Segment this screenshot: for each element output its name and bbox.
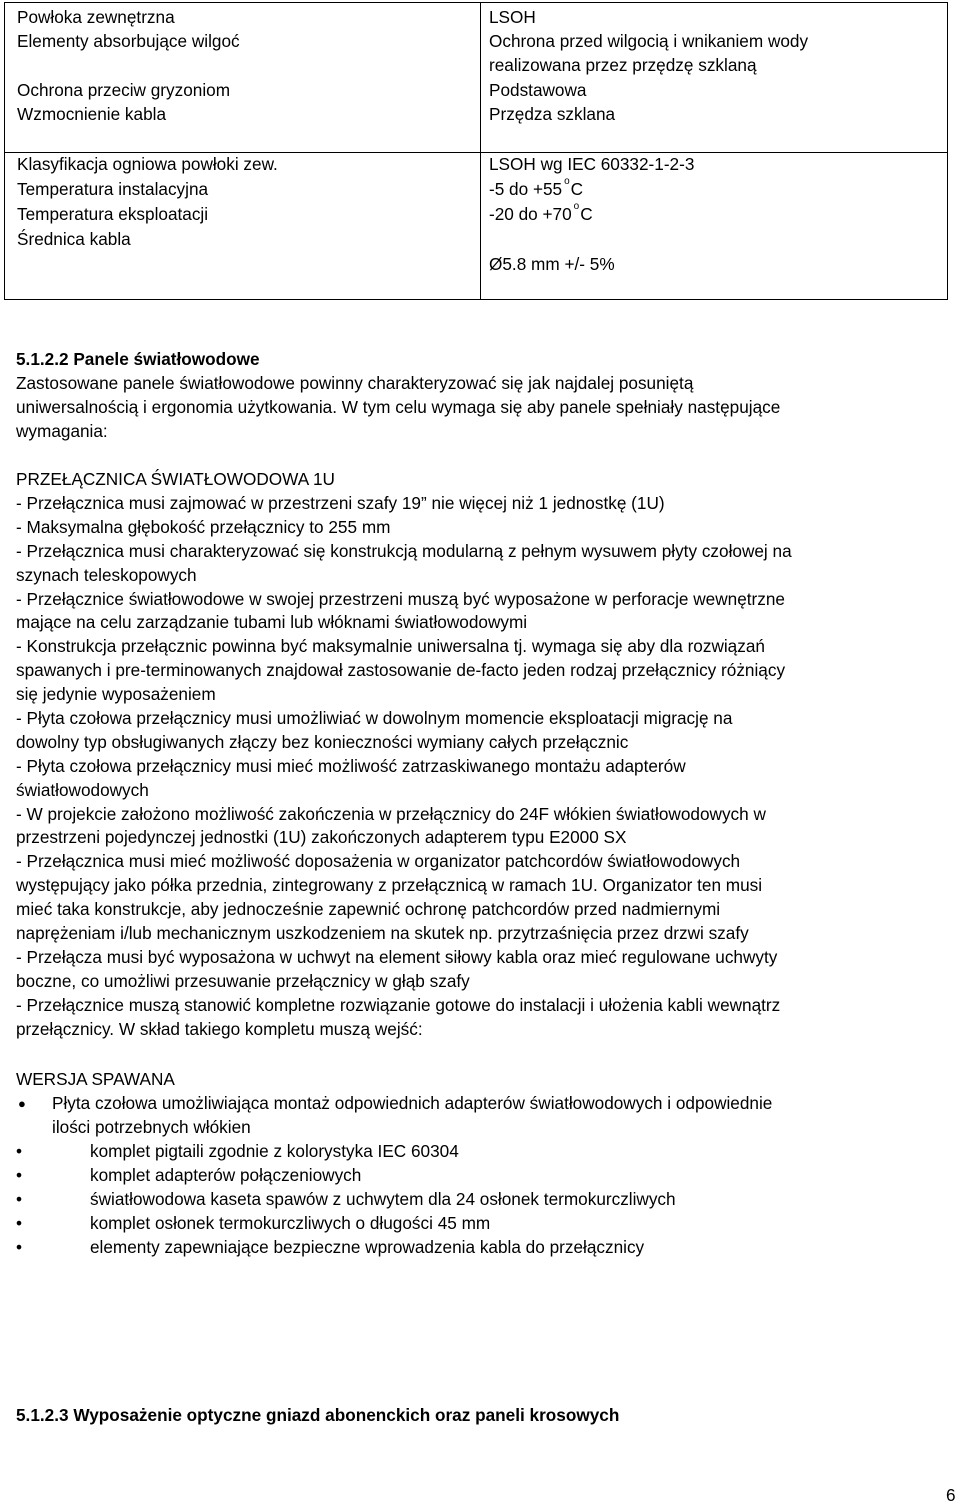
degree-sign: o — [573, 201, 580, 212]
requirement-line: - Płyta czołowa przełącznicy musi mieć możliwość zatrzaskiwanego montażu adapterów — [16, 755, 686, 776]
bullet-mark: • — [16, 1237, 23, 1257]
requirement-line: mieć taka konstrukcje, aby jednocześnie zapewnić ochronę patchcordów przed nadmiernymi — [16, 899, 721, 920]
temp-range: -20 do +70 — [489, 204, 572, 224]
requirement-line: naprężeniam i/lub mechanicznym uszkodzeniem na skutek np. przytrzaśnięcia przez drzwi szafy — [16, 923, 749, 944]
spec-value: Przędza szklana — [489, 104, 616, 124]
temp-unit: C — [580, 204, 593, 224]
bullet-mark: • — [16, 1165, 23, 1185]
requirement-line: - Konstrukcja przełącznic powinna być maksymalnie uniwersalna tj. wymaga się aby dla rozwiązań — [16, 636, 765, 657]
requirement-line: spawanych i pre-terminowanych znajdował zastosowanie de-facto jeden rodzaj przełącznicy różniący — [16, 660, 786, 681]
requirement-line: - Przełącznica musi zajmować w przestrzeni szafy 19” nie więcej niż 1 jednostkę (1U) — [16, 493, 665, 513]
requirement-line: - Maksymalna głębokość przełącznicy to 255 mm — [16, 516, 391, 537]
bullet-text: elementy zapewniające bezpieczne wprowadzenia kabla do przełącznicy — [90, 1237, 645, 1257]
spec-label: Wzmocnienie kabla — [17, 104, 167, 124]
temp-unit: C — [570, 179, 584, 199]
spec-label: Średnica kabla — [17, 229, 131, 249]
spec-label: Temperatura eksploatacji — [17, 204, 209, 224]
spec-value — [489, 203, 593, 230]
spec-value: LSOH wg IEC 60332-1-2-3 — [489, 154, 695, 174]
requirement-line: - Przełącza musi być wyposażona w uchwyt na element siłowy kabla oraz mieć regulowane uchwyty — [16, 946, 778, 967]
requirement-line: się jedynie wyposażeniem — [16, 684, 216, 705]
spec-label: Klasyfikacja ogniowa powłoki zew. — [17, 154, 278, 174]
bullet-text: komplet adapterów połączeniowych — [90, 1165, 362, 1185]
requirement-line: - W projekcie założono możliwość zakończenia w przełącznicy do 24F włókien światłowodowych w — [16, 803, 766, 824]
bullet-text — [52, 1092, 772, 1140]
requirement-line: przełącznicy. W skład takiego kompletu muszą wejść: — [16, 1018, 423, 1039]
requirements-list — [16, 492, 960, 1041]
bullet-mark: • — [16, 1141, 23, 1161]
requirement-line: dowolny typ obsługiwanych złączy bez konieczności wymiany całych przełącznic — [16, 731, 629, 752]
spec-label: Elementy absorbujące wilgoć — [17, 31, 240, 51]
requirement-line: szynach teleskopowych — [16, 564, 197, 585]
requirement-line: - Przełącznica musi mieć możliwość doposażenia w organizator patchcordów światłowodowych — [16, 851, 741, 872]
spec-label: Temperatura instalacyjna — [17, 179, 209, 199]
bullet-text: komplet osłonek termokurczliwych o długości 45 mm — [90, 1213, 491, 1233]
bullet-line: Płyta czołowa umożliwiająca montaż odpowiednich adapterów światłowodowych i odpowiednie — [52, 1093, 773, 1113]
requirement-line: występujący jako półka przednia, zintegrowany z przełącznicą w ramach 1U. Organizator ten musi — [16, 875, 763, 896]
paragraph-line: wymagania: — [16, 420, 108, 441]
table-column-divider — [480, 3, 481, 299]
section-heading: 5.1.2.3 Wyposażenie optyczne gniazd abonenckich oraz paneli krosowych — [16, 1405, 620, 1425]
spec-label: Ochrona przeciw gryzoniom — [17, 80, 231, 100]
bullet-line: ilości potrzebnych włókien — [52, 1116, 251, 1137]
bullet-mark: • — [16, 1189, 23, 1209]
spec-value — [489, 178, 583, 205]
temp-range: -5 do +55 — [489, 179, 563, 199]
paragraph-line: uniwersalnością i ergonomia użytkowania. W tym celu wymaga się aby panele spełniały następujące — [16, 396, 781, 417]
intro-paragraph — [16, 372, 960, 444]
requirement-line: mające na celu zarządzanie tubami lub włóknami światłowodowymi — [16, 612, 528, 633]
spec-value: Podstawowa — [489, 80, 587, 100]
requirement-line: - Płyta czołowa przełącznicy musi umożliwiać w dowolnym momencie eksploatacji migrację na — [16, 708, 733, 729]
requirement-line: - Przełącznice muszą stanowić kompletne rozwiązanie gotowe do instalacji i ułożenia kabli wewnątrz — [16, 994, 781, 1015]
page-number: 6 — [946, 1485, 956, 1505]
spec-value-continued: realizowana przez przędzę szklaną — [489, 55, 757, 75]
section-heading: 5.1.2.2 Panele światłowodowe — [16, 349, 260, 369]
requirement-line: - Przełącznica musi charakteryzować się konstrukcją modularną z pełnym wysuwem płyty czołowej na — [16, 540, 792, 561]
spec-value: LSOH — [489, 7, 536, 27]
requirement-line: przestrzeni pojedynczej jednostki (1U) zakończonych adapterem typu E2000 SX — [16, 827, 627, 848]
bullet-mark: ● — [18, 1096, 26, 1111]
spec-label: Powłoka zewnętrzna — [17, 7, 175, 27]
spec-value: Ø5.8 mm +/- 5% — [489, 254, 615, 274]
bullet-mark: • — [16, 1213, 23, 1233]
bullet-text: światłowodowa kaseta spawów z uchwytem dla 24 osłonek termokurczliwych — [90, 1189, 676, 1209]
cable-spec-table — [4, 2, 948, 300]
degree-sign: o — [564, 176, 570, 187]
subheading: PRZEŁĄCZNICA ŚWIATŁOWODOWA 1U — [16, 469, 335, 489]
requirement-line: boczne, co umożliwi przesuwanie przełącznicy w głąb szafy — [16, 970, 470, 991]
bullet-text: komplet pigtaili zgodnie z kolorystyka IEC 60304 — [90, 1141, 459, 1161]
paragraph-line: Zastosowane panele światłowodowe powinny charakteryzować się jak najdalej posuniętą — [16, 373, 694, 393]
requirement-line: światłowodowych — [16, 779, 149, 800]
requirement-line: - Przełącznice światłowodowe w swojej przestrzeni muszą być wyposażone w perforacje wewnętrzne — [16, 588, 785, 609]
spec-value: Ochrona przed wilgocią i wnikaniem wody — [489, 31, 809, 51]
version-heading: WERSJA SPAWANA — [16, 1069, 175, 1089]
